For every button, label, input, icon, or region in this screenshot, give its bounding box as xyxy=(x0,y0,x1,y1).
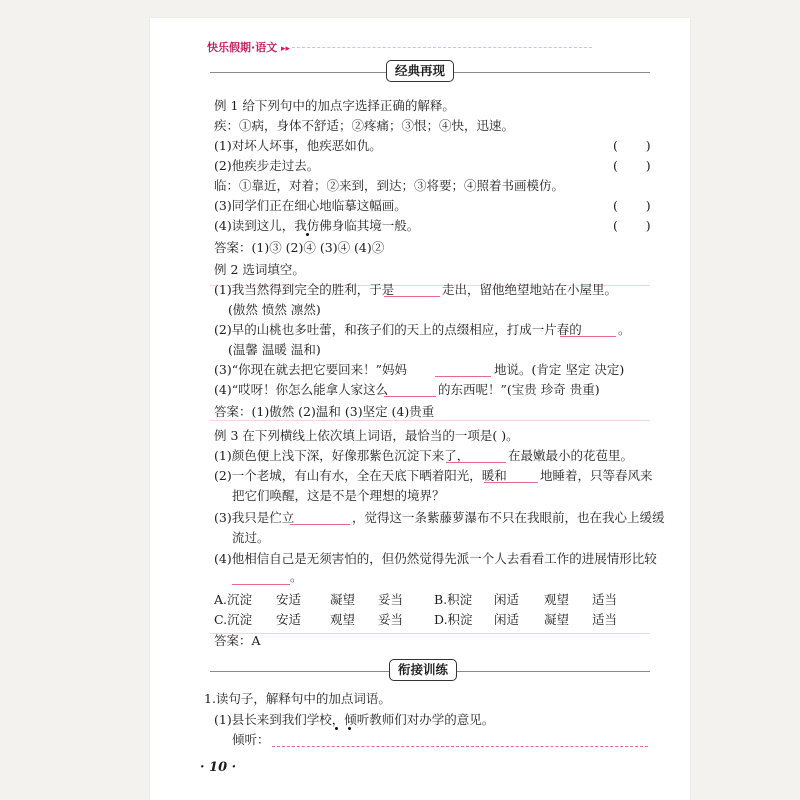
option-d-2: 闲适 xyxy=(494,612,520,627)
ex1-lin-definitions: 临：①靠近，对着；②来到，到达；③将要；④照着书画模仿。 xyxy=(214,178,565,193)
ex2-prompt: 例 2 选词填空。 xyxy=(214,262,305,277)
ex2-options-2: (温馨 温暖 温和) xyxy=(228,342,321,357)
option-b-4: 适当 xyxy=(592,592,618,607)
answer-paren: ( ) xyxy=(613,158,651,173)
ex2-question-1: (1)我当然得到完全的胜利，于是 xyxy=(214,282,395,297)
ex1-sentence-4: (4)读到这儿，我仿佛身临其境一般。 xyxy=(214,218,420,233)
emphasis-dot xyxy=(306,233,309,236)
ex2-question-4: (4)“哎呀！你怎么能拿人家这么 xyxy=(214,382,389,397)
ex1-prompt: 例 1 给下列句中的加点字选择正确的解释。 xyxy=(214,98,455,113)
bleed-line xyxy=(210,420,650,421)
fill-blank[interactable] xyxy=(232,572,290,585)
emphasis-dot xyxy=(348,727,351,730)
ex1-sentence-1: (1)对坏人坏事，他疾恶如仇。 xyxy=(214,138,382,153)
practice-q1-prompt: 1.读句子，解释句中的加点词语。 xyxy=(204,691,391,706)
ex2-question-3-end: 地说。(肯定 坚定 决定) xyxy=(494,362,625,377)
header-arrows-icon: ▸▸ xyxy=(281,44,291,54)
ex3-line-3-cont: 流过。 xyxy=(232,530,270,545)
bleed-line xyxy=(210,633,650,634)
page-number: · 10 · xyxy=(200,760,237,775)
practice-q1-sentence: (1)县长来到我们学校，倾听教师们对办学的意见。 xyxy=(214,712,495,727)
fill-blank[interactable] xyxy=(435,364,491,377)
ex2-question-4-end: 的东西呢！”(宝贵 珍奇 贵重) xyxy=(438,382,600,397)
fill-blank[interactable] xyxy=(560,324,616,337)
ex3-answer: 答案：A xyxy=(214,633,261,648)
option-d-1: D.积淀 xyxy=(434,612,473,627)
ex2-question-2: (2)早的山桃也多吐蕾，和孩子们的天上的点缀相应，打成一片春的 xyxy=(214,322,582,337)
ex3-line-2: (2)一个老城，有山有水，全在天底下晒着阳光，暖和 xyxy=(214,468,507,483)
fill-blank[interactable] xyxy=(384,384,436,397)
section-title-practice: 衔接训练 xyxy=(389,659,457,681)
ex2-options-1: (傲然 愤然 凛然) xyxy=(228,302,321,317)
ex1-sentence-2: (2)他疾步走过去。 xyxy=(214,158,320,173)
practice-q1-label: 倾听： xyxy=(232,732,270,747)
ex1-answer: 答案：(1)③ (2)④ (3)④ (4)② xyxy=(214,240,385,255)
ex3-line-2-end: 地睡着，只等春风来 xyxy=(540,468,653,483)
ex3-line-2-cont: 把它们唤醒，这是不是个理想的境界？ xyxy=(232,488,445,503)
ex3-line-1-end: 在最嫩最小的花苞里。 xyxy=(508,448,634,463)
ex2-answer: 答案：(1)傲然 (2)温和 (3)坚定 (4)贵重 xyxy=(214,404,435,419)
fill-blank[interactable] xyxy=(446,450,506,463)
option-b-3: 观望 xyxy=(544,592,570,607)
ex2-question-3: (3)“你现在就去把它要回来！”妈妈 xyxy=(214,362,407,377)
ex1-ji-definitions: 疾：①病，身体不舒适；②疼痛；③恨；④快，迅速。 xyxy=(214,118,515,133)
ex3-prompt: 例 3 在下列横线上依次填上词语，最恰当的一项是( )。 xyxy=(214,428,519,443)
answer-paren: ( ) xyxy=(613,138,651,153)
ex2-question-2-end: 。 xyxy=(618,322,631,337)
fill-blank[interactable] xyxy=(484,470,538,483)
fill-blank[interactable] xyxy=(384,284,440,297)
ex1-sentence-3: (3)同学们正在细心地临摹这幅画。 xyxy=(214,198,407,213)
option-b-1: B.积淀 xyxy=(434,592,473,607)
ex3-line-1: (1)颜色便上浅下深，好像那紫色沉淀下来了， xyxy=(214,448,470,463)
option-c-2: 安适 xyxy=(276,612,302,627)
section-title-classic: 经典再现 xyxy=(386,60,454,82)
answer-line[interactable] xyxy=(272,734,648,747)
answer-paren: ( ) xyxy=(613,218,651,233)
option-a-4: 妥当 xyxy=(378,592,404,607)
option-d-3: 凝望 xyxy=(544,612,570,627)
option-b-2: 闲适 xyxy=(494,592,520,607)
ex3-line-3-end: ，觉得这一条紫藤萝瀑布不只在我眼前，也在我心上缓缓 xyxy=(352,510,665,525)
ex3-line-3: (3)我只是伫立 xyxy=(214,510,295,525)
ex3-line-4-end: 。 xyxy=(290,569,303,584)
header-title: 快乐假期·语文 xyxy=(207,41,278,54)
answer-paren: ( ) xyxy=(613,198,651,213)
option-a-2: 安适 xyxy=(276,592,302,607)
emphasis-dot xyxy=(335,727,338,730)
header-rule xyxy=(292,47,592,48)
ex2-question-1-end: 走出，留他绝望地站在小屋里。 xyxy=(442,282,618,297)
option-a-3: 凝望 xyxy=(330,592,356,607)
option-c-4: 妥当 xyxy=(378,612,404,627)
option-c-3: 观望 xyxy=(330,612,356,627)
option-c-1: C.沉淀 xyxy=(214,612,253,627)
fill-blank[interactable] xyxy=(290,512,350,525)
ex3-line-4: (4)他相信自己是无须害怕的，但仍然觉得先派一个人去看看工作的进展情形比较 xyxy=(214,551,657,566)
option-d-4: 适当 xyxy=(592,612,618,627)
running-header xyxy=(207,39,290,55)
option-a-1: A.沉淀 xyxy=(214,592,253,607)
